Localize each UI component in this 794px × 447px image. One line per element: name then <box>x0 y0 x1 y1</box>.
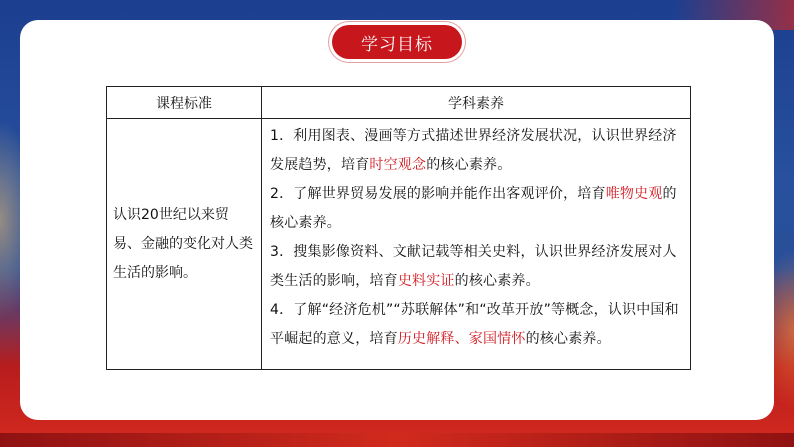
literacy-keyword: 唯物史观 <box>605 186 663 202</box>
literacy-keyword: 时空观念 <box>369 157 427 173</box>
literacy-item-4: 4．了解“经济危机”“苏联解体”和“改革开放”等概念，认识中国和平崛起的意义，培育历史解释、家国情怀的核心素养。 <box>270 302 679 347</box>
objectives-table <box>106 86 691 370</box>
subject-literacy-cell <box>262 119 691 370</box>
background-bottom-band <box>0 433 794 447</box>
literacy-item-3: 3．搜集影像资料、文献记载等相关史料，认识世界经济发展对人类生活的影响，培育史料实证的核心素养。 <box>270 244 677 289</box>
literacy-item-1: 1．利用图表、漫画等方式描述世界经济发展状况，认识世界经济发展趋势，培育时空观念的核心素养。 <box>270 128 677 173</box>
header-subject-literacy: 学科素养 <box>262 87 691 119</box>
header-curriculum-standard: 课程标准 <box>107 87 262 119</box>
literacy-keyword: 历史解释、家国情怀 <box>397 331 526 347</box>
page-title: 学习目标 <box>332 25 462 59</box>
curriculum-standard-cell: 认识20世纪以来贸易、金融的变化对人类生活的影响。 <box>107 119 262 370</box>
table-body-row <box>107 119 691 370</box>
literacy-item-2: 2．了解世界贸易发展的影响并能作出客观评价，培育唯物史观的核心素养。 <box>270 186 677 231</box>
table-header-row <box>107 87 691 119</box>
literacy-keyword: 史料实证 <box>397 273 455 289</box>
